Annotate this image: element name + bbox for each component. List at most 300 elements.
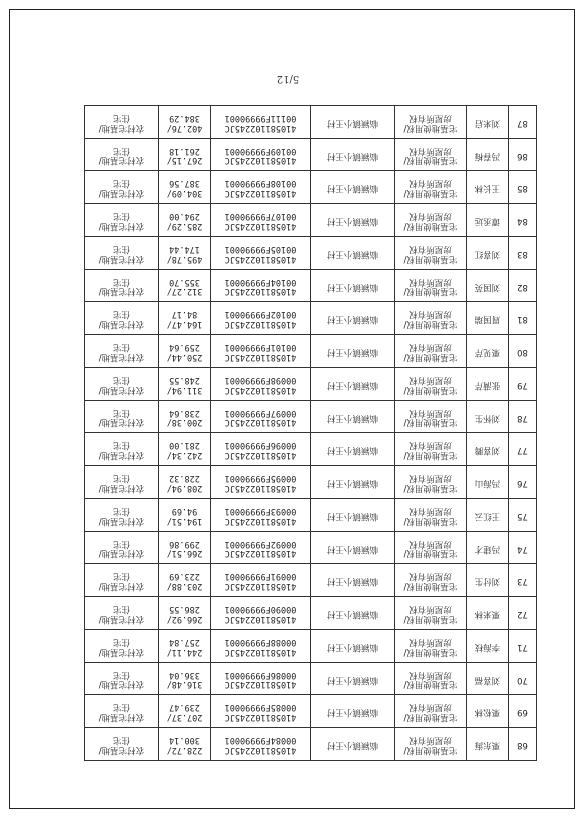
right-type-cell-line: 房屋所有权 (409, 342, 452, 353)
right-type-cell-line: 房屋所有权 (409, 669, 452, 680)
table-row (85, 630, 537, 663)
right-type-cell-line: 房屋所有权 (409, 374, 452, 385)
parcel-code-cell (211, 237, 311, 270)
right-type-cell-line: 房屋所有权 (409, 538, 452, 549)
land-use-cell-line: 农村宅基地/ (98, 319, 145, 330)
land-registry-table (84, 105, 537, 761)
parcel-code-cell (211, 106, 311, 139)
area-cell (159, 630, 211, 663)
parcel-code-cell (211, 400, 311, 433)
owner-name-cell: 冯春梅 (467, 138, 509, 171)
right-type-cell (395, 171, 467, 204)
area-cell-line: 387.56 (169, 178, 200, 189)
parcel-code-cell (211, 269, 311, 302)
parcel-code-cell-line: 00093F99990001 (224, 505, 297, 516)
area-cell (159, 269, 211, 302)
right-type-cell-line: 宅基地使用权/ (403, 646, 458, 657)
right-type-cell-line: 房屋所有权 (409, 571, 452, 582)
area-cell-line: 402.76/ (166, 122, 203, 133)
parcel-code-cell (211, 728, 311, 761)
right-type-cell (395, 433, 467, 466)
land-use-cell-line: 住宅 (113, 145, 131, 156)
land-use-cell-line: 农村宅基地/ (98, 613, 145, 624)
area-cell-line: 257.84 (169, 636, 200, 647)
right-type-cell-line: 宅基地使用权/ (403, 548, 458, 559)
row-number-cell: 79 (509, 368, 537, 401)
parcel-code-cell-line: 00096F99990001 (224, 440, 297, 451)
land-use-cell (85, 400, 159, 433)
row-number-cell: 70 (509, 662, 537, 695)
area-cell (159, 499, 211, 532)
area-cell-line: 299.86 (169, 538, 200, 549)
parcel-code-cell (211, 302, 311, 335)
area-cell-line: 244.11/ (166, 646, 203, 657)
right-type-cell (395, 400, 467, 433)
right-type-cell-line: 宅基地使用权/ (403, 319, 458, 330)
right-type-cell-line: 房屋所有权 (409, 145, 452, 156)
right-type-cell-line: 房屋所有权 (409, 702, 452, 713)
right-type-cell-line: 宅基地使用权/ (403, 417, 458, 428)
right-type-cell-line: 房屋所有权 (409, 505, 452, 516)
location-cell: 临颍镇小王村 (311, 368, 395, 401)
area-cell (159, 662, 211, 695)
row-number-cell: 73 (509, 564, 537, 597)
land-use-cell (85, 171, 159, 204)
parcel-code-cell-line: 410581102245JC (224, 155, 297, 166)
right-type-cell-line: 宅基地使用权/ (403, 450, 458, 461)
location-cell: 临颍镇小王村 (311, 597, 395, 630)
parcel-code-cell-line: 00095F99990001 (224, 473, 297, 484)
location-cell: 临颍镇小王村 (311, 662, 395, 695)
owner-name-cell: 栗东海 (467, 728, 509, 761)
row-number-cell: 72 (509, 597, 537, 630)
land-use-cell (85, 564, 159, 597)
right-type-cell-line: 房屋所有权 (409, 309, 452, 320)
area-cell-line: 266.51/ (166, 548, 203, 559)
area-cell (159, 433, 211, 466)
area-cell (159, 335, 211, 368)
land-use-cell-line: 农村宅基地/ (98, 155, 145, 166)
area-cell-line: 242.34/ (166, 450, 203, 461)
parcel-code-cell-line: 410581102245JC (224, 450, 297, 461)
table-row (85, 728, 537, 761)
row-number-cell: 75 (509, 499, 537, 532)
table-row (85, 695, 537, 728)
area-cell-line: 207.37/ (166, 712, 203, 723)
area-cell-line: 174.44 (169, 243, 200, 254)
land-use-cell-line: 农村宅基地/ (98, 351, 145, 362)
area-cell-line: 84.17 (171, 309, 198, 320)
row-number-cell: 76 (509, 466, 537, 499)
right-type-cell-line: 房屋所有权 (409, 604, 452, 615)
area-cell-line: 223.69 (169, 571, 200, 582)
land-use-cell-line: 农村宅基地/ (98, 384, 145, 395)
area-cell (159, 106, 211, 139)
parcel-code-cell-line: 410581102245JC (224, 286, 297, 297)
owner-name-cell: 刘国英 (467, 269, 509, 302)
location-cell: 临颍镇小王村 (311, 564, 395, 597)
area-cell-line: 203.88/ (166, 581, 203, 592)
land-use-cell-line: 农村宅基地/ (98, 482, 145, 493)
area-cell-line: 285.29/ (166, 220, 203, 231)
land-use-cell-line: 住宅 (113, 473, 131, 484)
parcel-code-cell-line: 00102F99990001 (224, 309, 297, 320)
parcel-code-cell-line: 00098F99990001 (224, 374, 297, 385)
right-type-cell (395, 204, 467, 237)
parcel-code-cell-line: 00090F99990001 (224, 604, 297, 615)
right-type-cell-line: 宅基地使用权/ (403, 482, 458, 493)
right-type-cell (395, 335, 467, 368)
right-type-cell (395, 531, 467, 564)
area-cell-line: 267.15/ (166, 155, 203, 166)
location-cell: 临颍镇小王村 (311, 695, 395, 728)
land-use-cell-line: 住宅 (113, 243, 131, 254)
land-use-cell (85, 335, 159, 368)
owner-name-cell: 栗来林 (467, 597, 509, 630)
row-number-cell: 77 (509, 433, 537, 466)
land-use-cell (85, 466, 159, 499)
right-type-cell-line: 房屋所有权 (409, 276, 452, 287)
land-use-cell (85, 138, 159, 171)
parcel-code-cell (211, 466, 311, 499)
area-cell-line: 336.04 (169, 669, 200, 680)
area-cell-line: 164.47/ (166, 319, 203, 330)
table-row (85, 597, 537, 630)
right-type-cell (395, 368, 467, 401)
area-cell-line: 239.47 (169, 702, 200, 713)
right-type-cell-line: 宅基地使用权/ (403, 712, 458, 723)
land-use-cell-line: 农村宅基地/ (98, 581, 145, 592)
parcel-code-cell (211, 564, 311, 597)
land-use-cell (85, 204, 159, 237)
location-cell: 临颍镇小王村 (311, 171, 395, 204)
land-use-cell-line: 农村宅基地/ (98, 286, 145, 297)
parcel-code-cell (211, 695, 311, 728)
land-use-cell (85, 106, 159, 139)
parcel-code-cell-line: 410581102245JC (224, 646, 297, 657)
parcel-code-cell (211, 662, 311, 695)
row-number-cell: 83 (509, 237, 537, 270)
owner-name-cell: 刘来启 (467, 106, 509, 139)
parcel-code-cell-line: 410581102245JC (224, 679, 297, 690)
parcel-code-cell-line: 00108F99990001 (224, 178, 297, 189)
parcel-code-cell-line: 410581102245JC (224, 515, 297, 526)
location-cell: 临颍镇小王村 (311, 138, 395, 171)
land-use-cell-line: 住宅 (113, 112, 131, 123)
parcel-code-cell-line: 00104F99990001 (224, 276, 297, 287)
location-cell: 临颍镇小王村 (311, 630, 395, 663)
area-cell (159, 531, 211, 564)
right-type-cell-line: 房屋所有权 (409, 407, 452, 418)
parcel-code-cell-line: 00097F99990001 (224, 407, 297, 418)
land-use-cell (85, 695, 159, 728)
right-type-cell-line: 宅基地使用权/ (403, 679, 458, 690)
table-row (85, 531, 537, 564)
land-use-cell-line: 住宅 (113, 342, 131, 353)
land-use-cell (85, 302, 159, 335)
table-row (85, 138, 537, 171)
right-type-cell-line: 房屋所有权 (409, 473, 452, 484)
location-cell: 临颍镇小王村 (311, 499, 395, 532)
right-type-cell-line: 房屋所有权 (409, 243, 452, 254)
area-cell-line: 194.51/ (166, 515, 203, 526)
right-type-cell (395, 695, 467, 728)
right-type-cell-line: 房屋所有权 (409, 178, 452, 189)
parcel-code-cell (211, 204, 311, 237)
land-use-cell-line: 住宅 (113, 571, 131, 582)
owner-name-cell: 王长林 (467, 171, 509, 204)
right-type-cell (395, 630, 467, 663)
parcel-code-cell (211, 499, 311, 532)
land-use-cell (85, 597, 159, 630)
table-row (85, 204, 537, 237)
parcel-code-cell-line: 410581102245JC (224, 712, 297, 723)
right-type-cell (395, 564, 467, 597)
land-use-cell-line: 农村宅基地/ (98, 417, 145, 428)
parcel-code-cell-line: 00111F99990001 (224, 112, 297, 123)
land-use-cell-line: 住宅 (113, 669, 131, 680)
right-type-cell (395, 466, 467, 499)
land-use-cell (85, 630, 159, 663)
area-cell-line: 495.78/ (166, 253, 203, 264)
row-number-cell: 71 (509, 630, 537, 663)
right-type-cell-line: 房屋所有权 (409, 211, 452, 222)
parcel-code-cell (211, 335, 311, 368)
location-cell: 临颍镇小王村 (311, 531, 395, 564)
land-use-cell-line: 农村宅基地/ (98, 744, 145, 755)
owner-name-cell: 刘付生 (467, 564, 509, 597)
area-cell-line: 208.94/ (166, 482, 203, 493)
parcel-code-cell-line: 410581102245JC (224, 319, 297, 330)
land-use-cell (85, 237, 159, 270)
owner-name-cell: 周国瑞 (467, 302, 509, 335)
land-use-cell-line: 住宅 (113, 505, 131, 516)
land-use-cell (85, 433, 159, 466)
right-type-cell-line: 宅基地使用权/ (403, 220, 458, 231)
area-cell (159, 695, 211, 728)
area-cell (159, 204, 211, 237)
row-number-cell: 68 (509, 728, 537, 761)
parcel-code-cell-line: 00101F99990001 (224, 342, 297, 353)
table-row (85, 368, 537, 401)
area-cell (159, 138, 211, 171)
parcel-code-cell (211, 171, 311, 204)
area-cell-line: 238.64 (169, 407, 200, 418)
right-type-cell (395, 662, 467, 695)
table-row (85, 466, 537, 499)
area-cell-line: 248.55 (169, 374, 200, 385)
land-use-cell-line: 住宅 (113, 440, 131, 451)
parcel-code-cell-line: 00086F99990001 (224, 669, 297, 680)
parcel-code-cell-line: 410581102245JC (224, 548, 297, 559)
owner-name-cell: 刘喜腾 (467, 433, 509, 466)
table-row (85, 171, 537, 204)
land-use-cell (85, 531, 159, 564)
area-cell-line: 250.44/ (166, 351, 203, 362)
parcel-code-cell (211, 433, 311, 466)
right-type-cell (395, 138, 467, 171)
land-use-cell-line: 住宅 (113, 604, 131, 615)
area-cell (159, 237, 211, 270)
area-cell-line: 281.00 (169, 440, 200, 451)
location-cell: 临颍镇小王村 (311, 728, 395, 761)
area-cell (159, 400, 211, 433)
area-cell-line: 300.14 (169, 735, 200, 746)
owner-name-cell: 李海枝 (467, 630, 509, 663)
row-number-cell: 85 (509, 171, 537, 204)
right-type-cell (395, 237, 467, 270)
row-number-cell: 84 (509, 204, 537, 237)
table-row (85, 269, 537, 302)
right-type-cell-line: 宅基地使用权/ (403, 188, 458, 199)
area-cell-line: 261.18 (169, 145, 200, 156)
land-use-cell-line: 农村宅基地/ (98, 450, 145, 461)
owner-name-cell: 张满芹 (467, 368, 509, 401)
location-cell: 临颍镇小王村 (311, 433, 395, 466)
land-use-cell-line: 住宅 (113, 211, 131, 222)
location-cell: 临颍镇小王村 (311, 302, 395, 335)
land-use-cell (85, 662, 159, 695)
area-cell-line: 228.72/ (166, 744, 203, 755)
owner-name-cell: 刘喜红 (467, 237, 509, 270)
table-row (85, 237, 537, 270)
area-cell (159, 466, 211, 499)
right-type-cell (395, 269, 467, 302)
owner-name-cell: 刘喜福 (467, 662, 509, 695)
area-cell-line: 286.55 (169, 604, 200, 615)
parcel-code-cell-line: 00088F99990001 (224, 636, 297, 647)
row-number-cell: 80 (509, 335, 537, 368)
row-number-cell: 82 (509, 269, 537, 302)
right-type-cell-line: 宅基地使用权/ (403, 122, 458, 133)
land-use-cell-line: 农村宅基地/ (98, 712, 145, 723)
parcel-code-cell-line: 410581102245JC (224, 744, 297, 755)
right-type-cell (395, 106, 467, 139)
area-cell-line: 384.29 (169, 112, 200, 123)
area-cell-line: 304.09/ (166, 188, 203, 199)
row-number-cell: 87 (509, 106, 537, 139)
land-use-cell-line: 农村宅基地/ (98, 253, 145, 264)
area-cell-line: 312.27/ (166, 286, 203, 297)
table-row (85, 499, 537, 532)
parcel-code-cell-line: 00085F99990001 (224, 702, 297, 713)
parcel-code-cell-line: 00084F99990001 (224, 735, 297, 746)
land-use-cell-line: 住宅 (113, 538, 131, 549)
parcel-code-cell-line: 00092F99990001 (224, 538, 297, 549)
land-use-cell-line: 住宅 (113, 276, 131, 287)
right-type-cell-line: 宅基地使用权/ (403, 155, 458, 166)
parcel-code-cell (211, 597, 311, 630)
parcel-code-cell-line: 00109F99990001 (224, 145, 297, 156)
parcel-code-cell (211, 138, 311, 171)
right-type-cell-line: 宅基地使用权/ (403, 613, 458, 624)
land-use-cell-line: 住宅 (113, 309, 131, 320)
area-cell-line: 266.92/ (166, 613, 203, 624)
area-cell (159, 597, 211, 630)
location-cell: 临颍镇小王村 (311, 269, 395, 302)
owner-name-cell: 冯建才 (467, 531, 509, 564)
land-use-cell-line: 农村宅基地/ (98, 122, 145, 133)
right-type-cell-line: 宅基地使用权/ (403, 744, 458, 755)
table-row (85, 335, 537, 368)
owner-name-cell: 谭丞远 (467, 204, 509, 237)
land-use-cell-line: 农村宅基地/ (98, 515, 145, 526)
row-number-cell: 81 (509, 302, 537, 335)
parcel-code-cell-line: 410581102245JC (224, 613, 297, 624)
right-type-cell-line: 房屋所有权 (409, 112, 452, 123)
right-type-cell-line: 房屋所有权 (409, 735, 452, 746)
right-type-cell-line: 宅基地使用权/ (403, 351, 458, 362)
row-number-cell: 78 (509, 400, 537, 433)
location-cell: 临颍镇小王村 (311, 237, 395, 270)
area-cell (159, 302, 211, 335)
owner-name-cell: 栗松林 (467, 695, 509, 728)
row-number-cell: 69 (509, 695, 537, 728)
table-row (85, 106, 537, 139)
owner-name-cell: 冯海山 (467, 466, 509, 499)
location-cell: 临颍镇小王村 (311, 204, 395, 237)
parcel-code-cell-line: 410581102245JC (224, 253, 297, 264)
land-use-cell (85, 728, 159, 761)
parcel-code-cell-line: 00105F99990001 (224, 243, 297, 254)
parcel-code-cell-line: 00107F99990001 (224, 211, 297, 222)
parcel-code-cell-line: 410581102245JC (224, 417, 297, 428)
location-cell: 临颍镇小王村 (311, 335, 395, 368)
area-cell-line: 94.69 (171, 505, 198, 516)
area-cell-line: 294.00 (169, 211, 200, 222)
area-cell-line: 259.64 (169, 342, 200, 353)
land-use-cell-line: 住宅 (113, 735, 131, 746)
land-use-cell (85, 368, 159, 401)
right-type-cell-line: 宅基地使用权/ (403, 286, 458, 297)
page-number: 5/12 (276, 73, 300, 84)
land-use-cell-line: 住宅 (113, 636, 131, 647)
land-use-cell-line: 住宅 (113, 374, 131, 385)
right-type-cell (395, 302, 467, 335)
right-type-cell-line: 宅基地使用权/ (403, 384, 458, 395)
right-type-cell-line: 房屋所有权 (409, 440, 452, 451)
parcel-code-cell-line: 00091F99990001 (224, 571, 297, 582)
table-row (85, 302, 537, 335)
row-number-cell: 86 (509, 138, 537, 171)
area-cell (159, 728, 211, 761)
area-cell-line: 355.70 (169, 276, 200, 287)
land-use-cell (85, 499, 159, 532)
area-cell-line: 311.94/ (166, 384, 203, 395)
right-type-cell-line: 宅基地使用权/ (403, 253, 458, 264)
owner-name-cell: 栗见芹 (467, 335, 509, 368)
area-cell-line: 200.38/ (166, 417, 203, 428)
owner-name-cell: 王红云 (467, 499, 509, 532)
parcel-code-cell-line: 410581102245JC (224, 188, 297, 199)
table-row (85, 400, 537, 433)
area-cell-line: 228.32 (169, 473, 200, 484)
table-row (85, 564, 537, 597)
right-type-cell (395, 728, 467, 761)
land-use-cell-line: 农村宅基地/ (98, 220, 145, 231)
right-type-cell (395, 499, 467, 532)
row-number-cell: 74 (509, 531, 537, 564)
owner-name-cell: 刘怀生 (467, 400, 509, 433)
land-use-cell-line: 住宅 (113, 702, 131, 713)
land-use-cell-line: 农村宅基地/ (98, 646, 145, 657)
right-type-cell (395, 597, 467, 630)
area-cell (159, 171, 211, 204)
parcel-code-cell-line: 410581102245JC (224, 122, 297, 133)
parcel-code-cell (211, 630, 311, 663)
table-row (85, 433, 537, 466)
area-cell (159, 368, 211, 401)
